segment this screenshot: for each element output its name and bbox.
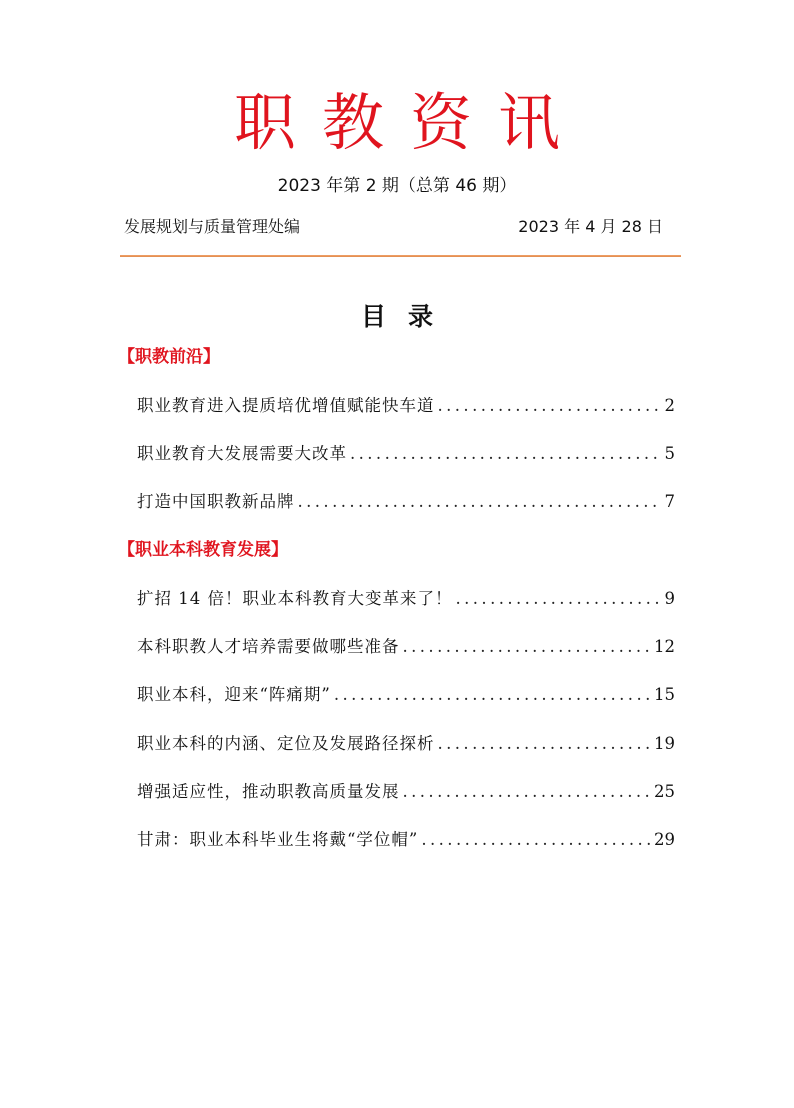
issue-number: 2023 年第 2 期（总第 46 期） bbox=[277, 176, 517, 196]
toc-entry-title: 职业教育进入提质培优增值赋能快车道 bbox=[137, 396, 435, 415]
toc-entry-page: 5 bbox=[664, 444, 675, 463]
toc-entry[interactable] bbox=[137, 490, 675, 514]
toc-entry-title: 甘肃：职业本科毕业生将戴“学位帽” bbox=[137, 830, 419, 849]
toc-entry-page: 12 bbox=[654, 637, 675, 656]
header-divider bbox=[120, 255, 681, 257]
toc-entry-page: 9 bbox=[664, 589, 675, 608]
toc-entry[interactable] bbox=[137, 732, 675, 756]
toc-entry-title: 打造中国职教新品牌 bbox=[137, 492, 295, 511]
toc-entry[interactable] bbox=[137, 828, 675, 852]
editor-department: 发展规划与质量管理处编 bbox=[124, 217, 301, 236]
toc-entry-page: 19 bbox=[654, 734, 675, 753]
toc-leader-dots bbox=[438, 732, 652, 756]
toc-entry-page: 2 bbox=[664, 396, 675, 415]
toc-entry[interactable] bbox=[137, 780, 675, 804]
toc-entry-title: 职业教育大发展需要大改革 bbox=[137, 444, 347, 463]
toc-section-heading: 【职教前沿】 bbox=[118, 347, 220, 367]
toc-entry-title: 本科职教人才培养需要做哪些准备 bbox=[137, 637, 400, 656]
toc-leader-dots bbox=[456, 587, 661, 611]
toc-title: 目录 bbox=[360, 302, 455, 331]
toc-leader-dots bbox=[350, 442, 660, 466]
toc-entry-page: 25 bbox=[654, 782, 675, 801]
toc-entry-page: 15 bbox=[654, 685, 675, 704]
toc-leader-dots bbox=[334, 683, 651, 707]
toc-entry-page: 7 bbox=[664, 492, 675, 511]
toc-leader-dots bbox=[421, 828, 651, 852]
toc-entry[interactable] bbox=[137, 683, 675, 707]
toc-entry-page: 29 bbox=[654, 830, 675, 849]
toc-entry[interactable] bbox=[137, 635, 675, 659]
toc-entry-title: 扩招 14 倍！职业本科教育大变革来了！ bbox=[137, 589, 453, 608]
publish-date: 2023 年 4 月 28 日 bbox=[518, 217, 663, 236]
toc-leader-dots bbox=[403, 635, 652, 659]
toc-entry-title: 职业本科，迎来“阵痛期” bbox=[137, 685, 331, 704]
toc-leader-dots bbox=[403, 780, 652, 804]
newsletter-title: 职教资讯 bbox=[233, 86, 586, 159]
toc-leader-dots bbox=[298, 490, 661, 514]
toc-entry[interactable] bbox=[137, 442, 675, 466]
toc-entry-title: 职业本科的内涵、定位及发展路径探析 bbox=[137, 734, 435, 753]
toc-entry-title: 增强适应性，推动职教高质量发展 bbox=[137, 782, 400, 801]
toc-entry[interactable] bbox=[137, 587, 675, 611]
toc-section-heading: 【职业本科教育发展】 bbox=[118, 540, 288, 560]
toc-leader-dots bbox=[438, 394, 661, 418]
toc-entry[interactable] bbox=[137, 394, 675, 418]
